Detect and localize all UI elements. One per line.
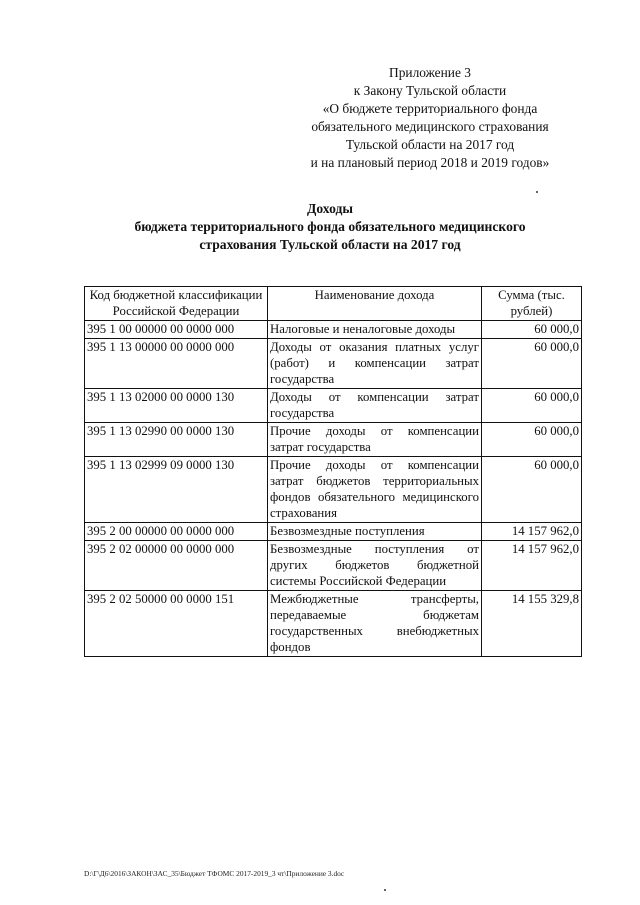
row-sum: 14 157 962,0 (482, 541, 582, 591)
row-name: Межбюджетные трансферты, передаваемые бюджетам государственных внебюджетных фондов (268, 591, 482, 657)
title-line: бюджета территориального фонда обязательного медицинского (134, 219, 526, 234)
row-name: Доходы от оказания платных услуг (работ) и компенсации затрат государства (268, 339, 482, 389)
row-code: 395 2 00 00000 00 0000 000 (85, 523, 268, 541)
table-row (85, 457, 582, 523)
table-row (85, 523, 582, 541)
row-sum: 60 000,0 (482, 321, 582, 339)
table-row (85, 423, 582, 457)
table-row (85, 541, 582, 591)
row-sum: 60 000,0 (482, 457, 582, 523)
appendix-line: «О бюджете территориального фонда (322, 101, 538, 116)
row-name: Доходы от компенсации затрат государства (268, 389, 482, 423)
row-code: 395 2 02 50000 00 0000 151 (85, 591, 268, 657)
row-code: 395 1 13 00000 00 0000 000 (85, 339, 268, 389)
scan-dot (536, 191, 538, 193)
row-name: Прочие доходы от компенсации затрат государства (268, 423, 482, 457)
title-line: страхования Тульской области на 2017 год (199, 237, 461, 252)
scan-dot (384, 889, 386, 891)
appendix-line: и на плановый период 2018 и 2019 годов» (310, 155, 550, 170)
income-table (84, 286, 582, 657)
table-header-row (85, 287, 582, 321)
document-title (60, 200, 600, 254)
header-name: Наименование дохода (268, 287, 482, 321)
row-sum: 60 000,0 (482, 339, 582, 389)
row-code: 395 1 13 02999 09 0000 130 (85, 457, 268, 523)
title-line: Доходы (307, 201, 353, 216)
appendix-line: Приложение 3 (389, 65, 471, 80)
row-name: Безвозмездные поступления от других бюджетов бюджетной системы Российской Федерации (268, 541, 482, 591)
row-code: 395 1 00 00000 00 0000 000 (85, 321, 268, 339)
table-row (85, 389, 582, 423)
row-sum: 60 000,0 (482, 423, 582, 457)
file-path-footer: D:\Г\Д6\2016\ЗАКОН\ЗАС_35\Бюджет ТФОМС 2017-2019_3 чт\Приложение 3.doc (84, 869, 345, 878)
header-sum: Сумма (тыс. рублей) (482, 287, 582, 321)
table-row (85, 321, 582, 339)
table-row (85, 339, 582, 389)
row-name: Безвозмездные поступления (268, 523, 482, 541)
row-sum: 14 155 329,8 (482, 591, 582, 657)
row-name: Налоговые и неналоговые доходы (268, 321, 482, 339)
header-code: Код бюджетной классификации Российской Федерации (85, 287, 268, 321)
appendix-line: обязательного медицинского страхования (311, 119, 549, 134)
row-sum: 60 000,0 (482, 389, 582, 423)
table-row (85, 591, 582, 657)
row-sum: 14 157 962,0 (482, 523, 582, 541)
appendix-line: Тульской области на 2017 год (345, 137, 515, 152)
appendix-header (270, 64, 590, 172)
appendix-line: к Закону Тульской области (353, 83, 507, 98)
row-code: 395 1 13 02000 00 0000 130 (85, 389, 268, 423)
row-code: 395 2 02 00000 00 0000 000 (85, 541, 268, 591)
row-name: Прочие доходы от компенсации затрат бюджетов территориальных фондов обязательного медицинского страхования (268, 457, 482, 523)
row-code: 395 1 13 02990 00 0000 130 (85, 423, 268, 457)
